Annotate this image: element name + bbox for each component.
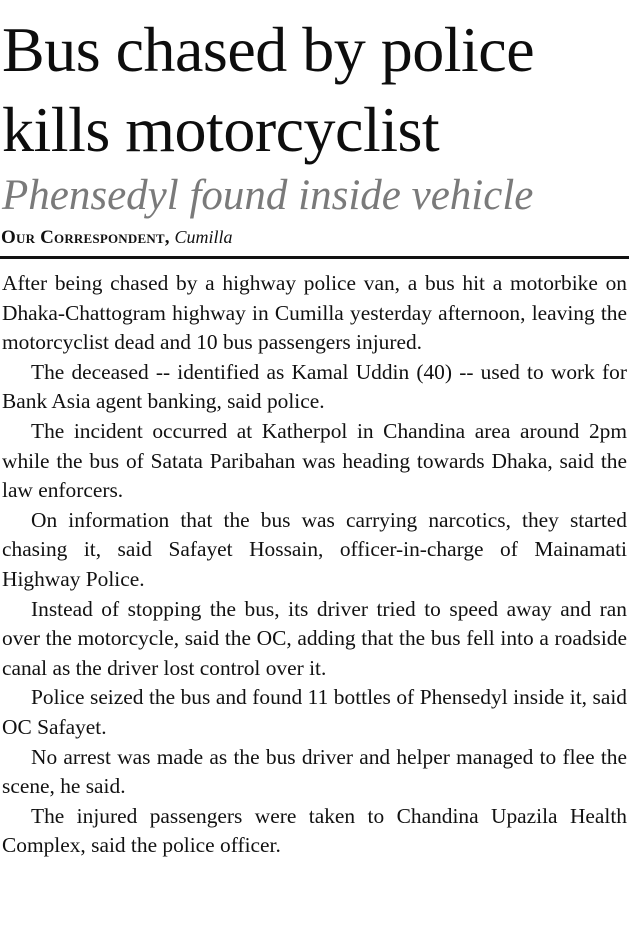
subheadline: Phensedyl found inside vehicle	[2, 172, 534, 219]
paragraph-6: Police seized the bus and found 11 bottles of Phensedyl inside it, said OC Safayet.	[2, 685, 627, 739]
paragraph-2: The deceased -- identified as Kamal Uddin (40) -- used to work for Bank Asia agent banking, said police.	[2, 359, 627, 414]
headline-line-1: Bus chased by police	[2, 14, 535, 85]
paragraph-7: No arrest was made as the bus driver and helper managed to flee the scene, he said.	[2, 744, 627, 799]
paragraph-8: The injured passengers were taken to Chandina Upazila Health Complex, said the police officer.	[2, 803, 627, 858]
byline-location: Cumilla	[174, 227, 233, 247]
article-body	[0, 269, 629, 861]
headline-line-2: kills motorcyclist	[2, 94, 440, 165]
paragraph-3: The incident occurred at Katherpol in Chandina area around 2pm while the bus of Satata Paribahan was heading towards Dhaka, said the law enforcers.	[2, 418, 627, 503]
headline	[0, 0, 629, 170]
paragraph-1: After being chased by a highway police van, a bus hit a motorbike on Dhaka-Chattogram highway in Cumilla yesterday afternoon, leaving the motorcyclist dead and 10 bus passengers injured.	[2, 271, 627, 355]
paragraph-4: On information that the bus was carrying narcotics, they started chasing it, said Safayet Hossain, officer-in-charge of Mainamati Highway Police.	[2, 507, 627, 591]
paragraph-5: Instead of stopping the bus, its driver tried to speed away and ran over the motorcycle, said the OC, adding that the bus fell into a roadside canal as the driver lost control over it.	[2, 596, 627, 680]
byline-author: Our Correspondent,	[1, 227, 170, 248]
byline	[0, 222, 629, 256]
byline-divider	[0, 256, 629, 259]
